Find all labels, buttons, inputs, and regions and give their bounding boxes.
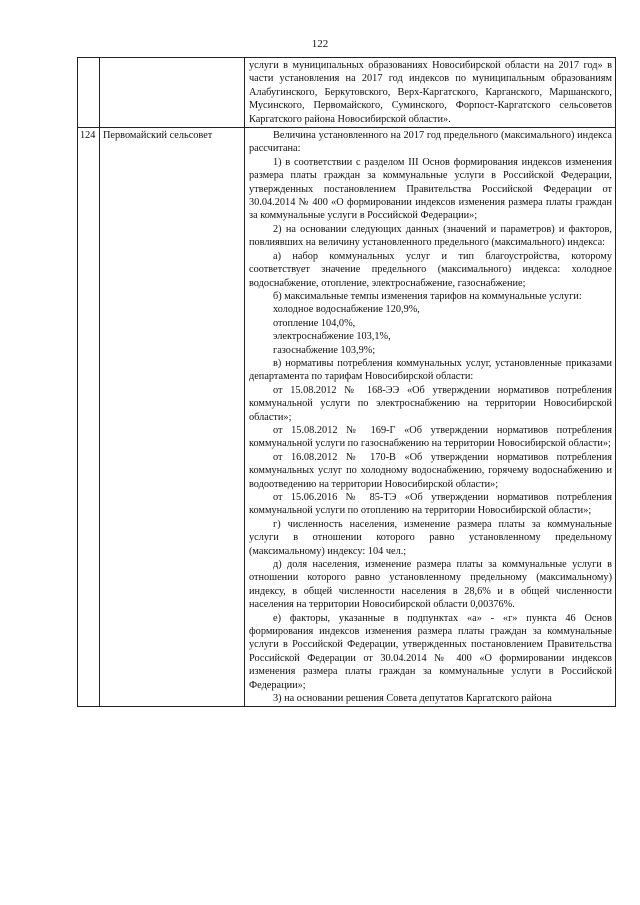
paragraph: а) набор коммунальных услуг и тип благоустройства, которому соответствует значение предельного (максимального) индекса: холодное водоснабжение, отопление, электроснабжение, газоснабжение; (249, 250, 612, 289)
paragraph: от 15.08.2012 № 169-Г «Об утверждении нормативов потребления коммунальной услуги по газоснабжению на территории Новосибирской области»; (249, 424, 612, 450)
continuation-text: услуги в муниципальных образованиях Новосибирской области на 2017 год» в части установления на 2017 год индексов по муниципальным образованиям Алабугинского, Беркутовского, Верх-Каргатского, Карганского, Маршанского, Мусинского, Первомайского, Суминского, Форпост-Каргатского сельсоветов Каргатского района Новосибирской области». (249, 60, 612, 125)
paragraph: в) нормативы потребления коммунальных услуг, установленные приказами департамента по тарифам Новосибирской области: (249, 357, 612, 383)
paragraph: газоснабжение 103,9%; (273, 344, 376, 356)
row-description (245, 128, 616, 706)
paragraph: 3) на основании решения Совета депутатов Каргатского района (273, 693, 552, 705)
table-row-continuation (78, 58, 616, 128)
paragraph: г) численность населения, изменение размера платы за коммунальные услуги в отношении которого равно установленному предельному (максимальному) индексу: 104 чел.; (249, 518, 612, 557)
municipality-name: Первомайский сельсовет (100, 128, 245, 706)
paragraph: от 15.08.2012 № 168-ЭЭ «Об утверждении нормативов потребления коммунальной услуги по электроснабжению на территории Новосибирской области»; (249, 384, 612, 423)
paragraph: от 16.08.2012 № 170-В «Об утверждении нормативов потребления коммунальных услуг по холодному водоснабжению, горячему водоснабжению и водоотведению на территории Новосибирской области»; (249, 451, 612, 490)
paragraph: отопление 104,0%, (273, 317, 356, 329)
paragraph: 2) на основании следующих данных (значений и параметров) и факторов, повлиявших на величину установленного предельного (максимального) индекса: (249, 223, 612, 249)
table-cell-empty-name (100, 58, 245, 128)
paragraph: д) доля населения, изменение размера платы за коммунальные услуги в отношении которого равно установленному предельному (максимальному) индексу, в общей численности населения в 28,6% и в общей численности населения на территории Новосибирской области 0,00376%. (249, 559, 612, 611)
page-number: 122 (311, 38, 329, 50)
paragraph: Величина установленного на 2017 год предельного (максимального) индекса рассчитана: (249, 130, 612, 155)
paragraph: электроснабжение 103,1%, (273, 331, 391, 343)
table-cell-continuation (245, 58, 616, 128)
table-row-124 (78, 128, 616, 706)
document-table (77, 57, 616, 707)
paragraph: от 15.06.2016 № 85-ТЭ «Об утверждении нормативов потребления коммунальной услуги по отоплению на территории Новосибирской области»; (249, 492, 612, 517)
paragraph: б) максимальные темпы изменения тарифов на коммунальные услуги: (273, 290, 582, 302)
paragraph: е) факторы, указанные в подпунктах «а» - «г» пункта 46 Основ формирования индексов изменения размера платы граждан за коммунальные услуги в Российской Федерации, утвержденных постановлением Правительства Российской Федерации от 30.04.2014 № 400 «О формировании индексов изменения размера платы граждан за коммунальные услуги в Российской Федерации»; (249, 612, 612, 691)
paragraph: холодное водоснабжение 120,9%, (273, 304, 420, 316)
paragraph: 1) в соответствии с разделом III Основ формирования индексов изменения размера платы граждан за коммунальные услуги в Российской Федерации, утвержденных постановлением Правительства Российской Федерации от 30.04.2014 № 400 «О формировании индексов изменения размера платы граждан за коммунальные услуги в Российской Федерации»; (249, 156, 612, 222)
row-number: 124 (78, 128, 100, 706)
table-cell-empty-number (78, 58, 100, 128)
